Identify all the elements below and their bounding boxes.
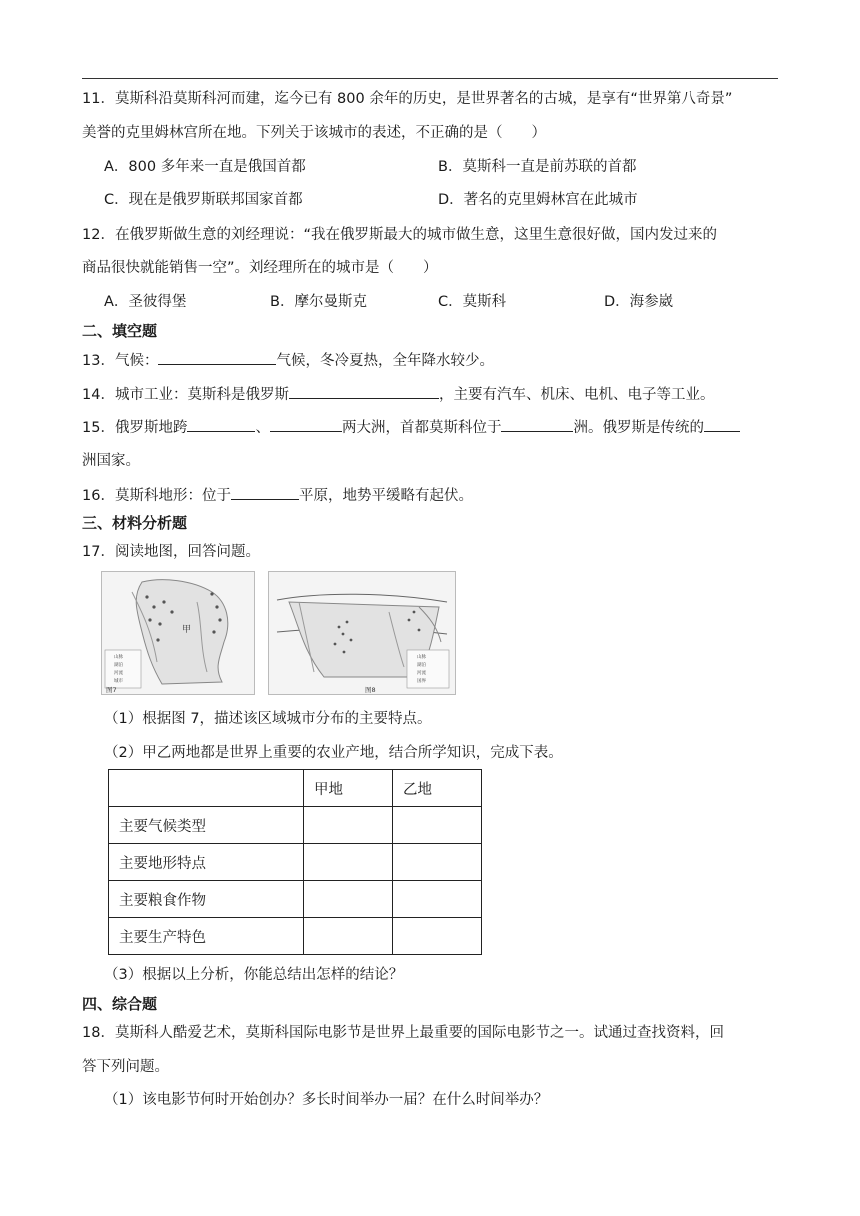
map-7-drawing — [102, 572, 254, 694]
q17-answer-table — [108, 769, 482, 955]
q12-option-b: B．摩尔曼斯克 — [270, 294, 367, 310]
q12-option-c: C．莫斯科 — [438, 294, 507, 310]
q15-answer-blank-4[interactable] — [704, 417, 740, 432]
table-answer-cell[interactable] — [393, 918, 482, 955]
q12-stem-line2: 商品很快就能销售一空”。刘经理所在的城市是（ ） — [82, 260, 438, 276]
table-answer-cell[interactable] — [393, 881, 482, 918]
q13 — [82, 350, 494, 371]
map-7-legend — [105, 650, 141, 688]
table-answer-cell[interactable] — [393, 844, 482, 881]
table-answer-cell[interactable] — [304, 918, 393, 955]
q16 — [82, 485, 473, 506]
q13-text-post: 气候，冬冷夏热，全年降水较少。 — [276, 353, 494, 369]
table-header-cell: 甲地 — [304, 770, 393, 807]
table-row — [109, 918, 482, 955]
q15-text-2: 、 — [255, 420, 270, 436]
q11-stem-line1: 11．莫斯科沿莫斯科河而建，迄今已有 800 余年的历史，是世界著名的古城，是享有“世界第八奇景” — [82, 91, 733, 107]
q14 — [82, 384, 714, 405]
q15-text-1: 15．俄罗斯地跨 — [82, 420, 188, 436]
q15-line2: 洲国家。 — [82, 453, 140, 469]
map-8-legend-item: 湖泊 — [417, 663, 426, 668]
q15-line1 — [82, 417, 740, 438]
map-7-region-label: 甲 — [182, 625, 192, 635]
map-7-legend-item: 湖泊 — [114, 663, 123, 668]
q17-sub1: （1）根据图 7，描述该区域城市分布的主要特点。 — [104, 711, 432, 727]
table-header-row — [109, 770, 482, 807]
table-row-label: 主要地形特点 — [109, 844, 304, 881]
q12-stem-line1: 12．在俄罗斯做生意的刘经理说：“我在俄罗斯最大的城市做生意，这里生意很好做，国内发过来的 — [82, 227, 717, 243]
section-heading-comprehensive: 四、综合题 — [82, 995, 158, 1013]
q14-answer-blank[interactable] — [289, 384, 439, 399]
q18-stem-line2: 答下列问题。 — [82, 1059, 169, 1075]
table-row — [109, 844, 482, 881]
q14-text-post: ，主要有汽车、机床、电机、电子等工业。 — [438, 387, 715, 403]
table-answer-cell[interactable] — [393, 807, 482, 844]
q15-answer-blank-1[interactable] — [187, 417, 255, 432]
q12-option-d: D．海参崴 — [604, 294, 674, 310]
table-row-label: 主要粮食作物 — [109, 881, 304, 918]
q11-option-a: A．800 多年来一直是俄国首都 — [104, 159, 306, 175]
q15-answer-blank-3[interactable] — [501, 417, 573, 432]
q16-answer-blank[interactable] — [231, 485, 299, 500]
q17-stem: 17．阅读地图，回答问题。 — [82, 544, 260, 560]
q15-answer-blank-2[interactable] — [270, 417, 342, 432]
map-figure-8 — [268, 571, 456, 695]
q16-text-post: 平原，地势平缓略有起伏。 — [298, 488, 473, 504]
q17-sub3: （3）根据以上分析，你能总结出怎样的结论？ — [104, 967, 404, 983]
map-8-drawing — [269, 572, 455, 694]
q11-option-c: C．现在是俄罗斯联邦国家首都 — [104, 192, 303, 208]
table-header-cell — [109, 770, 304, 807]
q14-text-pre: 14．城市工业：莫斯科是俄罗斯 — [82, 387, 289, 403]
table-row-label: 主要气候类型 — [109, 807, 304, 844]
map-8-legend-item: 国界 — [417, 679, 426, 684]
table-row — [109, 881, 482, 918]
q17-sub2: （2）甲乙两地都是世界上重要的农业产地，结合所学知识，完成下表。 — [104, 745, 563, 761]
q15-text-4: 洲。俄罗斯是传统的 — [573, 420, 704, 436]
table-answer-cell[interactable] — [304, 807, 393, 844]
q11-option-d: D．著名的克里姆林宫在此城市 — [438, 192, 638, 208]
header-rule — [82, 78, 778, 79]
map-8-legend-item: 河流 — [417, 671, 426, 676]
q12-option-a: A．圣彼得堡 — [104, 294, 187, 310]
q13-answer-blank[interactable] — [158, 350, 276, 365]
map-7-caption: 图7 — [106, 686, 117, 694]
table-header-cell: 乙地 — [393, 770, 482, 807]
q11-stem-line2: 美誉的克里姆林宫所在地。下列关于该城市的表述，不正确的是（ ） — [82, 125, 546, 141]
q11-option-b: B．莫斯科一直是前苏联的首都 — [438, 159, 637, 175]
table-answer-cell[interactable] — [304, 881, 393, 918]
section-heading-material-analysis: 三、材料分析题 — [82, 514, 188, 532]
map-7-legend-item: 城市 — [114, 679, 123, 684]
table-row-label: 主要生产特色 — [109, 918, 304, 955]
section-heading-fill-in: 二、填空题 — [82, 322, 158, 340]
table-answer-cell[interactable] — [304, 844, 393, 881]
q18-sub1: （1）该电影节何时开始创办？多长时间举办一届？在什么时间举办？ — [104, 1092, 549, 1108]
q18-stem-line1: 18．莫斯科人酷爱艺术，莫斯科国际电影节是世界上最重要的国际电影节之一。试通过查找资料，回 — [82, 1025, 724, 1041]
map-8-legend-item: 山脉 — [417, 655, 426, 660]
q16-text-pre: 16．莫斯科地形：位于 — [82, 488, 231, 504]
map-7-legend-item: 河流 — [114, 671, 123, 676]
table-row — [109, 807, 482, 844]
q13-text-pre: 13．气候： — [82, 353, 159, 369]
map-figure-7 — [101, 571, 255, 695]
map-8-caption: 图8 — [365, 686, 376, 694]
map-7-legend-item: 山脉 — [114, 655, 123, 660]
q15-text-3: 两大洲，首都莫斯科位于 — [341, 420, 502, 436]
map-8-legend — [407, 650, 449, 688]
